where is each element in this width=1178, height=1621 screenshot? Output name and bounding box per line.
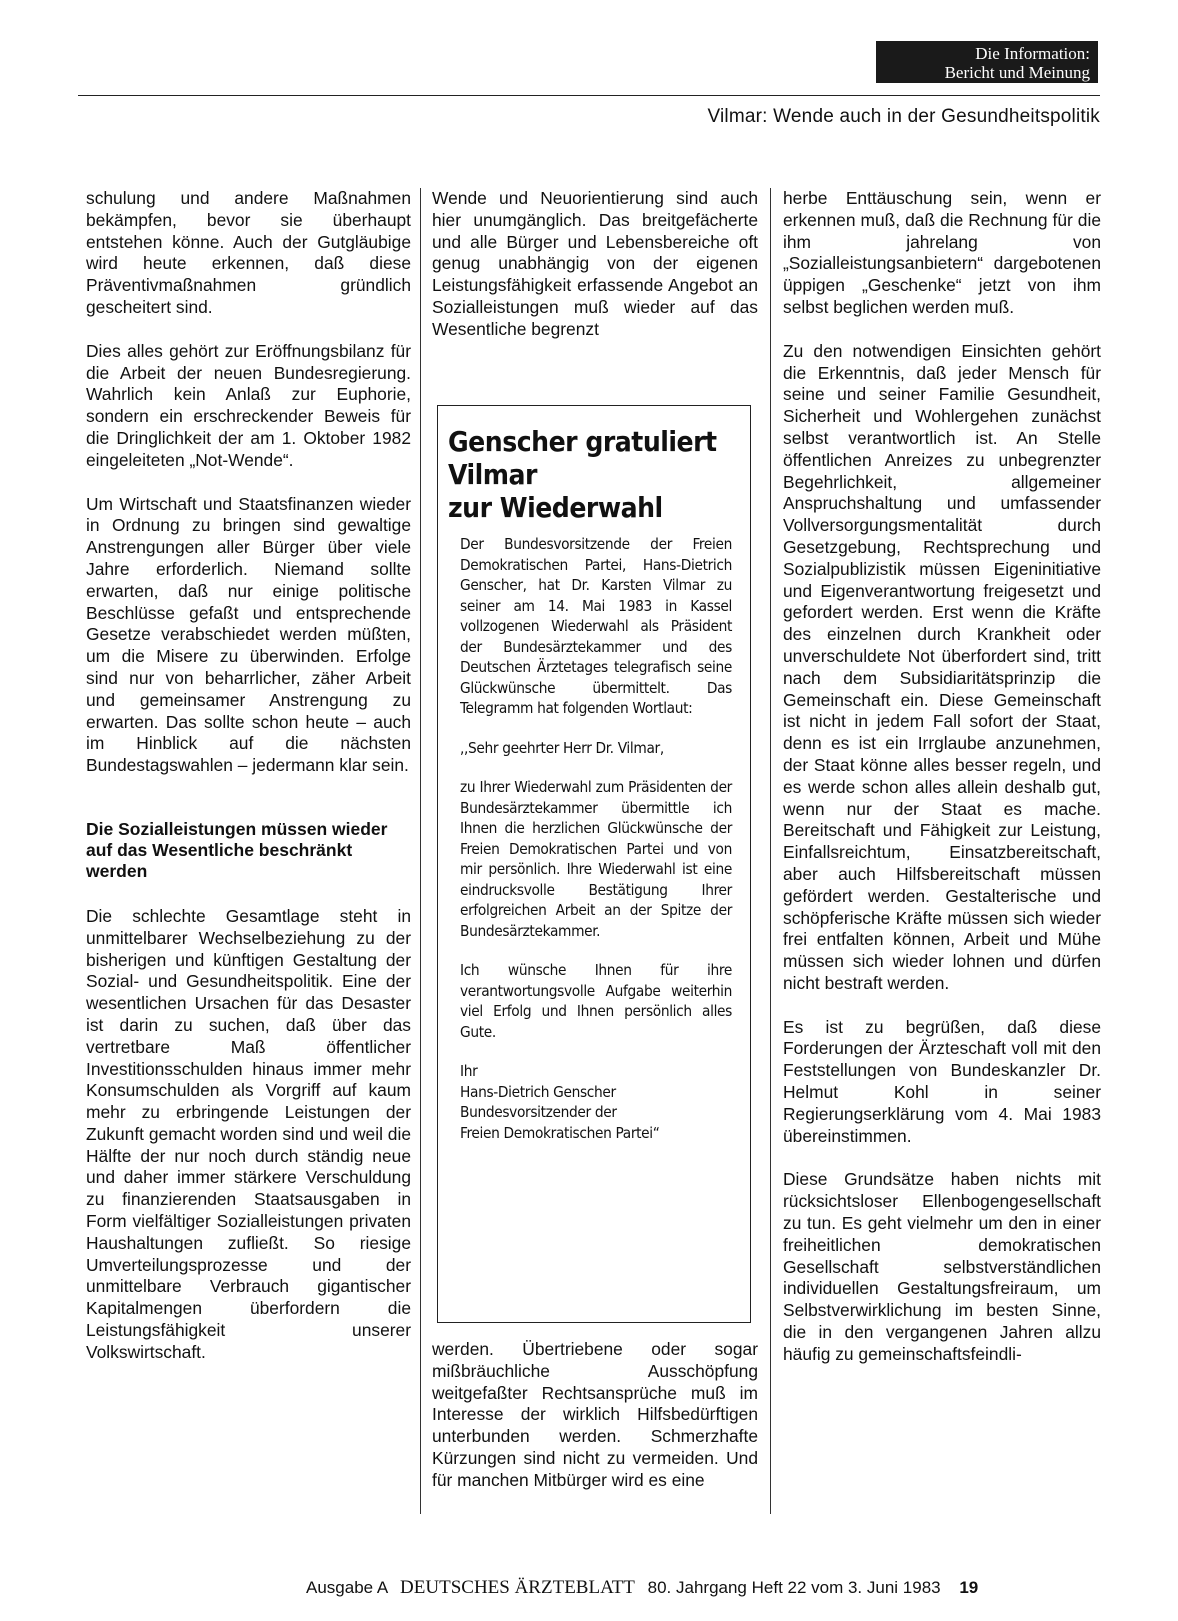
column-divider-2	[770, 188, 771, 1514]
footer-magazine: DEUTSCHES ÄRZTEBLATT	[400, 1577, 635, 1598]
box-paragraph: zu Ihrer Wiederwahl zum Präsidenten der Bundesärztekammer übermittle ich Ihnen die herzlichen Glückwünsche der Freien Demokratischen Partei und von mir persönlich. Ihre Wiederwahl ist eine eindrucksvolle Bestätigung Ihrer erfolgreichen Arbeit an der Spitze der Bundesärztekammer.	[460, 778, 732, 940]
column-1	[86, 188, 411, 1386]
page-footer	[306, 1577, 978, 1599]
header-rule	[78, 95, 1100, 96]
badge-line-2: Bericht und Meinung	[944, 63, 1090, 82]
paragraph: Dies alles gehört zur Eröffnungsbilanz für die Arbeit der neuen Bundesregierung. Wahrlich kein Anlaß zur Euphorie, sondern ein erschreckender Beweis für die Dringlichkeit der am 1. Oktober 1982 eingeleiteten „Not-Wende“.	[86, 340, 411, 470]
paragraph: Die schlechte Gesamtlage steht in unmittelbarer Wechselbeziehung zu der bisherigen und künftigen Gestaltung der Sozial- und Gesundheitspolitik. Eine der wesentlichen Ursachen für das Desaster ist darin zu suchen, daß über das vertretbare Maß öffentlicher Investitionsschulden hinaus immer mehr Konsumschulden als Vorgriff auf kaum mehr zu erbringende Leistungen der Zukunft gemacht worden sind und weil die Hälfte der nur noch durch ständig neue und daher immer stärkere Verschuldung zu finanzierenden Staatsausgaben in Form vielfältiger Sozialleistungen privaten Haushaltungen zufließt. So riesige Umverteilungsprozesse und der unmittelbare Verbrauch gigantischer Kapitalmengen überfordern die Leistungsfähigkeit unserer Volkswirtschaft.	[86, 905, 411, 1362]
box-body	[460, 534, 732, 1143]
subheading: Die Sozialleistungen müssen wieder auf das Wesentliche beschränkt werden	[86, 818, 388, 881]
box-closing: Ihr	[460, 1062, 478, 1080]
box-headline-line: zur Wiederwahl	[448, 491, 663, 524]
box-signer-role: Freien Demokratischen Partei“	[460, 1123, 660, 1142]
footer-issue: 80. Jahrgang Heft 22 vom 3. Juni 1983	[647, 1578, 941, 1597]
box-paragraph: Der Bundesvorsitzende der Freien Demokratischen Partei, Hans-Dietrich Genscher, hat Dr. Karsten Vilmar zu seiner am 14. Mai 1983 in Kassel vollzogenen Wiederwahl als Präsident der Bundesärztekammer und des Deutschen Ärztetages telegrafisch seine Glückwünsche übermittelt. Das Telegramm hat folgenden Wortlaut:	[460, 535, 732, 717]
paragraph: Es ist zu begrüßen, daß diese Forderungen der Ärzteschaft voll mit den Feststellungen von Bundeskanzler Dr. Helmut Kohl in seiner Regierungserklärung vom 4. Mai 1983 übereinstimmen.	[783, 1016, 1101, 1146]
column-2-bottom	[432, 1339, 758, 1514]
page-number: 19	[959, 1578, 979, 1597]
box-headline-line: Vilmar	[448, 458, 537, 491]
footer-edition: Ausgabe A	[306, 1578, 388, 1597]
column-3	[783, 188, 1101, 1388]
section-badge	[876, 41, 1098, 83]
paragraph: Wende und Neuorientierung sind auch hier unumgänglich. Das breitgefächerte und alle Bürger und Lebensbereiche oft genug unabhängig von der eigenen Leistungsfähigkeit erfassende Angebot an Sozialleistungen muß wieder auf das Wesentliche begrenzt	[432, 188, 758, 339]
column-divider-1	[420, 188, 421, 1514]
box-signer-name: Hans-Dietrich Genscher	[460, 1082, 616, 1101]
paragraph: Zu den notwendigen Einsichten gehört die Erkenntnis, daß jeder Mensch für seine und seiner Familie Gesundheit, Sicherheit und Wohlergehen zunächst selbst verantwortlich ist. An Stelle öffentlichen Anreizes zu unbegrenzter Begehrlichkeit, allgemeiner Anspruchshaltung und umfassender Vollversorgungsmentalität durch Gesetzgebung, Rechtsprechung und Sozialpublizistik müssen Eigeninitiative und Eigenverantwortung freigesetzt und gefordert werden. Erst wenn die Kräfte des einzelnen durch Krankheit oder unverschuldete Not überfordert sind, tritt nach dem Subsidiaritätsprinzip die Gemeinschaft ein. Diese Gemeinschaft ist nicht in jedem Fall sofort der Staat, denn es ist ein Irrglaube anzunehmen, der Staat könne alles besser regeln, und es werde schon alles allein deshalb gut, wenn nur der Staat es mache. Bereitschaft und Fähigkeit zur Leistung, Einfallsreichtum, Einsatzbereitschaft, aber auch Hilfsbereitschaft müssen gefördert werden. Gestalterische und schöpferische Kräfte müssen sich wieder frei entfalten können, Arbeit und Mühe müssen sich wieder lohnen und dürfen nicht bestraft werden.	[783, 340, 1101, 993]
column-2-top	[432, 188, 758, 363]
box-signature	[460, 1061, 732, 1143]
paragraph: herbe Enttäuschung sein, wenn er erkennen muß, daß die Rechnung für die ihm jahrelang von „Sozialleistungsanbietern“ dargebotenen üppigen „Geschenke“ jetzt von ihm selbst beglichen werden muß.	[783, 188, 1101, 317]
box-headline-line: Genscher gratuliert	[448, 425, 717, 458]
box-salutation: ,,Sehr geehrter Herr Dr. Vilmar,	[460, 738, 664, 757]
box-signer-role: Bundesvorsitzender der	[460, 1103, 617, 1121]
paragraph: Diese Grundsätze haben nichts mit rücksichtsloser Ellenbogengesellschaft zu tun. Es geht vielmehr um den in einer freiheitlichen demokratischen Gesellschaft selbstverständlichen individuellen Gestaltungsfreiraum, um Selbstverwirklichung im besten Sinne, die in den vergangenen Jahren allzu häufig zu gemeinschaftsfeindli-	[783, 1169, 1101, 1364]
box-headline	[448, 425, 748, 524]
paragraph: schulung und andere Maßnahmen bekämpfen, bevor sie überhaupt entstehen könne. Auch der Gutgläubige wird heute erkennen, daß diese Präventivmaßnahmen gründlich gescheitert sind.	[86, 188, 411, 317]
box-paragraph: Ich wünsche Ihnen für ihre verantwortungsvolle Aufgabe weiterhin viel Erfolg und Ihnen persönlich alles Gute.	[460, 961, 732, 1041]
paragraph: werden. Übertriebene oder sogar mißbräuchliche Ausschöpfung weitgefaßter Rechtsansprüche muß im Interesse der wirklich Hilfsbedürftigen unterbunden werden. Schmerzhafte Kürzungen sind nicht zu vermeiden. Und für manchen Mitbürger wird es eine	[432, 1339, 758, 1490]
badge-line-1: Die Information:	[975, 44, 1090, 63]
running-head: Vilmar: Wende auch in der Gesundheitspolitik	[707, 106, 1100, 127]
paragraph: Um Wirtschaft und Staatsfinanzen wieder in Ordnung zu bringen sind gewaltige Anstrengungen aller Bürger über viele Jahre erforderlich. Niemand sollte erwarten, daß nur einige politische Beschlüsse gefaßt und entsprechende Gesetze verabschiedet werden müßten, um die Misere zu überwinden. Erfolge sind nur von beharrlicher, zäher Arbeit und gemeinsamer Anstrengung zu erwarten. Das sollte schon heute – auch im Hinblick auf die nächsten Bundestagswahlen – jedermann klar sein.	[86, 493, 411, 776]
